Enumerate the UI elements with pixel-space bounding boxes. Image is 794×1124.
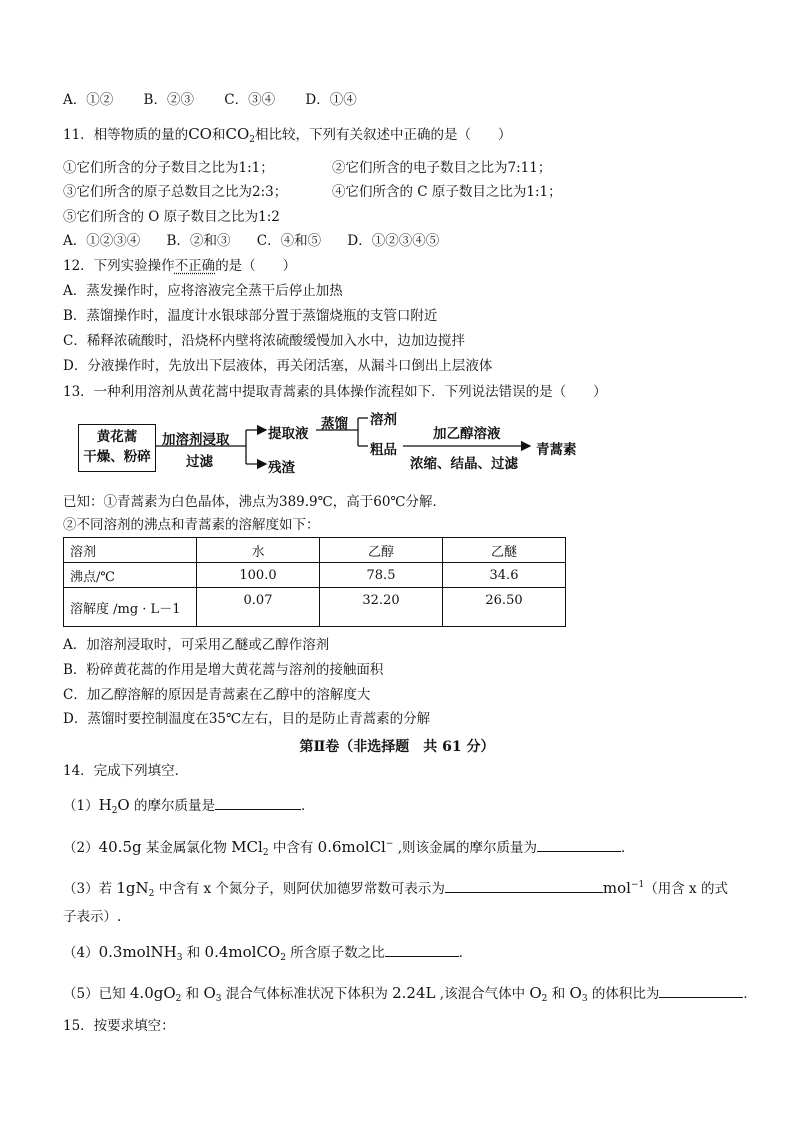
flow-start-box: 黄花蒿 干燥、粉碎	[78, 424, 156, 472]
q12-option-a: A．蒸发操作时，应将溶液完全蒸干后停止加热	[63, 283, 343, 299]
flow-crude: 粗品	[370, 442, 397, 458]
q14-part-2: （2）40.5g 某金属氯化物 MCl$_2$ 中含有 0.6molCl− ,则该金属的摩尔质量为 ．	[63, 838, 635, 858]
q13-flow-diagram	[78, 412, 638, 490]
q10-option-d: D．①④	[305, 92, 357, 108]
q13-known-2: ②不同溶剂的沸点和青蒿素的溶解度如下：	[63, 517, 320, 533]
q12-option-c: C．稀释浓硫酸时，沿烧杯内壁将浓硫酸缓慢加入水中，边加边搅拌	[63, 333, 465, 349]
q10-option-c: C．③④	[224, 92, 276, 108]
flow-distill: 蒸馏	[321, 416, 348, 432]
table-row: 溶剂 水 乙醇 乙醚	[64, 538, 566, 563]
q13-option-a: A．加溶剂浸取时，可采用乙醚或乙醇作溶剂	[63, 637, 330, 653]
table-row: 溶解度 /mg · L－1 0.07 32.20 26.50	[64, 588, 566, 627]
q14-4-answer-blank[interactable]	[385, 942, 459, 957]
q13-option-d: D．蒸馏时要控制温度在35℃左右，目的是防止青蒿素的分解	[63, 711, 431, 727]
q13-known-1: 已知：①青蒿素为白色晶体，沸点为389.9℃，高于60℃分解．	[63, 494, 447, 510]
q11-statement-5: ⑤它们所含的 O 原子数目之比为1:2	[63, 209, 280, 225]
q11-statement-4: ④它们所含的 C 原子数目之比为1:1；	[332, 184, 562, 200]
q13-stem: 13．一种利用溶剂从黄花蒿中提取青蒿素的具体操作流程如下．下列说法错误的是（ ）	[63, 384, 607, 400]
q13-option-c: C．加乙醇溶解的原因是青蒿素在乙醇中的溶解度大	[63, 687, 371, 703]
q11-options: A．①②③④ B．②和③ C．④和⑤ D．①②③④⑤	[63, 233, 440, 249]
q11-statement-2: ②它们所含的电子数目之比为7:11；	[332, 160, 552, 176]
q14-2-answer-blank[interactable]	[537, 837, 621, 852]
flow-solvent: 溶剂	[370, 412, 397, 428]
flow-residue: 残渣	[268, 460, 295, 476]
flow-step1-top: 加溶剂浸取	[162, 432, 230, 448]
table-row: 沸点/℃ 100.0 78.5 34.6	[64, 563, 566, 588]
flow-step1-bottom: 过滤	[186, 454, 213, 470]
q14-part-3: （3）若 $1gN_2$ 中含有 x 个氮分子，则阿伏加德罗常数可表示为 mol$^{-1}$（用含 x 的式	[63, 879, 728, 899]
q14-5-answer-blank[interactable]	[659, 983, 743, 998]
q14-part-3-cont: 子表示）.	[63, 909, 122, 925]
q10-option-b: B．②③	[143, 92, 194, 108]
q13-solvent-table	[63, 537, 566, 627]
q12-option-b: B．蒸馏操作时，温度计水银球部分置于蒸馏烧瓶的支管口附近	[63, 308, 438, 324]
q12-option-d: D．分液操作时，先放出下层液体，再关闭活塞，从漏斗口倒出上层液体	[63, 358, 493, 374]
q15-stem: 15．按要求填空：	[63, 1018, 175, 1034]
section-2-title: 第Ⅱ卷（非选择题 共 61 分）	[299, 739, 495, 755]
q10-options	[63, 91, 357, 109]
q11-stem: 11．相等物质的量的CO和$CO_2$相比较，下列有关叙述中正确的是（ ）	[63, 125, 512, 145]
q14-stem: 14．完成下列填空．	[63, 763, 189, 779]
q14-part-4: （4）0.3molNH$_3$ 和 0.4molCO$_2$ 所含原子数之比 ．	[63, 943, 473, 963]
flow-step3-bottom: 浓缩、结晶、过滤	[410, 456, 518, 472]
q13-option-b: B．粉碎黄花蒿的作用是增大黄花蒿与溶剂的接触面积	[63, 662, 384, 678]
q11-statement-3: ③它们所含的原子总数目之比为2:3；	[63, 184, 288, 200]
q14-3-answer-blank[interactable]	[445, 878, 603, 893]
q14-part-5: （5）已知 $4.0gO_2$ 和 $O_3$ 混合气体标准状况下体积为 2.24L ,该混合气体中 $O_2$ 和 $O_3$ 的体积比为 ．	[63, 984, 757, 1004]
flow-step3-top: 加乙醇溶液	[433, 426, 501, 442]
flow-product: 青蒿素	[536, 442, 577, 458]
q12-stem: 12．下列实验操作不正确的是（ ）	[63, 258, 297, 274]
q11-statements-1-2: ①它们所含的分子数目之比为1:1；	[63, 160, 274, 176]
q10-option-a: A．①②	[63, 92, 114, 108]
flow-extract: 提取液	[268, 426, 309, 442]
q14-part-1: $(1)H_2O$ 的摩尔质量是 ．	[63, 796, 315, 816]
q14-1-answer-blank[interactable]	[215, 795, 301, 810]
